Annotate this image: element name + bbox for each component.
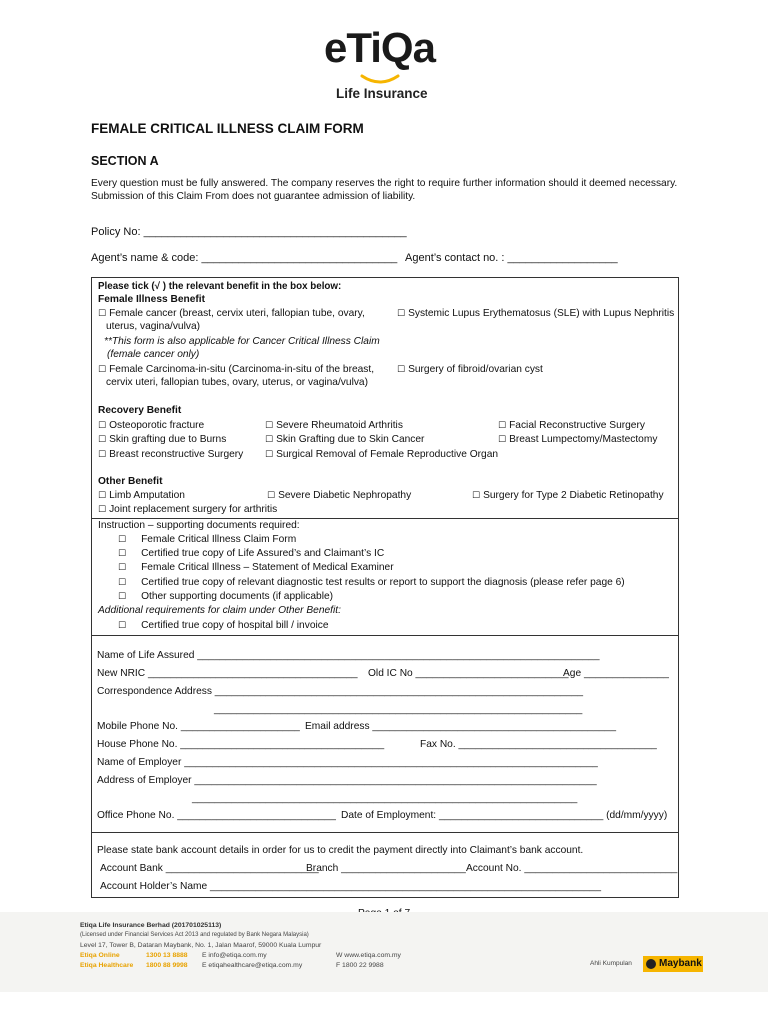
fax-field[interactable]: Fax No. ___________________________________ [420,739,657,750]
checkbox-icon[interactable]: ☐ [472,491,481,501]
checkbox-icon[interactable]: ☐ [98,309,107,319]
form-title: FEMALE CRITICAL ILLNESS CLAIM FORM [91,121,364,136]
email-field[interactable]: Email address ___________________________________________ [305,721,617,732]
section-title: SECTION A [91,154,159,168]
old-ic-field[interactable]: Old IC No ___________________________ [368,668,569,679]
account-no-field[interactable]: Account No. ___________________________ [466,863,678,874]
account-holder-field[interactable]: Account Holder’s Name _____________________________________________________________________ [100,881,601,892]
employer-field[interactable]: Name of Employer _________________________________________________________________________ [97,757,598,768]
checkbox-icon[interactable]: ☐ [265,450,274,460]
checkbox-skin-burns[interactable]: ☐ Skin grafting due to Burns [98,434,227,445]
office-phone-field[interactable]: Office Phone No. ____________________________ [97,810,336,821]
agent-contact-field[interactable]: Agent’s contact no. : __________________ [405,252,618,264]
checkbox-icon[interactable]: ☐ [265,421,274,431]
checkbox-icon[interactable]: ☐ [118,621,127,631]
checkbox-osteoporotic[interactable]: ☐ Osteoporotic fracture [98,420,205,431]
employer-address-field[interactable]: Address of Employer _______________________________________________________________________ [97,775,597,786]
footer-health-phone: 1800 88 9998 [146,962,188,969]
age-field[interactable]: Age _______________ [563,668,669,679]
house-phone-field[interactable]: House Phone No. ____________________________________ [97,739,385,750]
employer-address-line-2[interactable]: ____________________________________________________________________ [192,793,578,804]
checkbox-icon[interactable]: ☐ [498,435,507,445]
intro-line-2: Submission of this Claim From does not guarantee admission of liability. [91,191,416,202]
intro-line-1: Every question must be fully answered. The company reserves the right to require further information should it deemed necessary. [91,178,678,189]
doc-item-5[interactable]: ☐ Other supporting documents (if applicable) [118,591,334,602]
documents-heading: Instruction – supporting documents required: [98,520,300,531]
checkbox-icon[interactable]: ☐ [498,421,507,431]
checkbox-lumpectomy[interactable]: ☐ Breast Lumpectomy/Mastectomy [498,434,658,445]
female-cancer-line-2: uterus, vagina/vulva) [106,321,201,332]
benefit-instruction: Please tick (√ ) the relevant benefit in the box below: [98,281,342,292]
checkbox-icon[interactable]: ☐ [98,450,107,460]
checkbox-icon[interactable]: ☐ [265,435,274,445]
checkbox-icon[interactable]: ☐ [397,309,406,319]
checkbox-icon[interactable]: ☐ [118,563,127,573]
footer-online-label: Etiqa Online [80,952,120,959]
checkbox-sle[interactable]: ☐ Systemic Lupus Erythematosus (SLE) with Lupus Nephritis [397,308,675,319]
checkbox-icon[interactable]: ☐ [118,549,127,559]
doc-additional-item[interactable]: ☐ Certified true copy of hospital bill / invoice [118,620,329,631]
branch-field[interactable]: Branch ______________________ [306,863,466,874]
checkbox-icon[interactable]: ☐ [267,491,276,501]
address-field-line-2[interactable]: _________________________________________________________________ [214,704,583,715]
footer-address: Level 17, Tower B, Dataran Maybank, No. 1, Jalan Maarof, 59000 Kuala Lumpur [80,942,322,949]
checkbox-reproductive-organ[interactable]: ☐ Surgical Removal of Female Reproductive Organ [265,449,499,460]
logo-subtitle: Life Insurance [336,86,428,101]
footer-licensed: (Licensed under Financial Services Act 2013 and regulated by Bank Negara Malaysia) [80,932,309,938]
recovery-heading: Recovery Benefit [98,405,182,416]
female-note-2: (female cancer only) [107,349,200,360]
agent-name-field[interactable]: Agent’s name & code: ________________________________ [91,252,398,264]
footer-ahli: Ahli Kumpulan [590,960,632,967]
checkbox-joint[interactable]: ☐ Joint replacement surgery for arthritis [98,504,278,515]
doc-item-2[interactable]: ☐ Certified true copy of Life Assured’s and Claimant’s IC [118,548,385,559]
checkbox-fibroid[interactable]: ☐ Surgery of fibroid/ovarian cyst [397,364,543,375]
address-field[interactable]: Correspondence Address _________________________________________________________________ [97,686,584,697]
footer-online-phone: 1300 13 8888 [146,952,188,959]
checkbox-skin-cancer[interactable]: ☐ Skin Grafting due to Skin Cancer [265,434,425,445]
checkbox-facial[interactable]: ☐ Facial Reconstructive Surgery [498,420,645,431]
maybank-tiger-icon [646,959,656,969]
maybank-logo: Maybank [643,956,703,972]
checkbox-breast-reconstructive[interactable]: ☐ Breast reconstructive Surgery [98,449,244,460]
female-note-1: **This form is also applicable for Cancer Critical Illness Claim [104,336,380,347]
footer-online-email[interactable]: E info@etiqa.com.my [202,952,267,959]
carcinoma-line-2: cervix uteri, fallopian tubes, ovary, uterus, or vagina/vulva) [106,377,368,388]
checkbox-icon[interactable]: ☐ [98,435,107,445]
checkbox-female-cancer[interactable]: ☐ Female cancer (breast, cervix uteri, fallopian tube, ovary, [98,308,365,319]
logo-smile-icon [360,74,400,86]
other-heading: Other Benefit [98,476,163,487]
footer-web[interactable]: W www.etiqa.com.my [336,952,401,959]
name-field[interactable]: Name of Life Assured _______________________________________________________________________ [97,650,600,661]
checkbox-rheumatoid[interactable]: ☐ Severe Rheumatoid Arthritis [265,420,403,431]
logo-word: eTiQa [324,24,435,71]
checkbox-nephropathy[interactable]: ☐ Severe Diabetic Nephropathy [267,490,412,501]
doc-item-1[interactable]: ☐ Female Critical Illness Claim Form [118,534,297,545]
checkbox-icon[interactable]: ☐ [118,535,127,545]
doc-item-4[interactable]: ☐ Certified true copy of relevant diagnostic test results or report to support the diagnosis (please refer page 6) [118,577,625,588]
checkbox-icon[interactable]: ☐ [98,505,107,515]
etiqa-logo [318,22,448,104]
checkbox-carcinoma[interactable]: ☐ Female Carcinoma-in-situ (Carcinoma-in-situ of the breast, [98,364,375,375]
mobile-field[interactable]: Mobile Phone No. _____________________ [97,721,300,732]
nric-field[interactable]: New NRIC _____________________________________ [97,668,358,679]
checkbox-icon[interactable]: ☐ [98,421,107,431]
policy-no-field[interactable]: Policy No: ___________________________________________ [91,226,407,238]
checkbox-retinopathy[interactable]: ☐ Surgery for Type 2 Diabetic Retinopathy [472,490,664,501]
checkbox-icon[interactable]: ☐ [397,365,406,375]
footer-fax: F 1800 22 9988 [336,962,384,969]
bank-instruction: Please state bank account details in order for us to credit the payment directly into Claimant’s bank account. [97,845,584,856]
female-benefit-heading: Female Illness Benefit [98,294,206,305]
footer-company: Etiqa Life Insurance Berhad (201701025113) [80,922,222,929]
checkbox-icon[interactable]: ☐ [118,578,127,588]
checkbox-limb[interactable]: ☐ Limb Amputation [98,490,185,501]
footer-health-email[interactable]: E etiqahealthcare@etiqa.com.my [202,962,303,969]
checkbox-icon[interactable]: ☐ [118,592,127,602]
footer-health-label: Etiqa Healthcare [80,962,134,969]
checkbox-icon[interactable]: ☐ [98,491,107,501]
doc-item-3[interactable]: ☐ Female Critical Illness – Statement of Medical Examiner [118,562,394,573]
account-bank-field[interactable]: Account Bank ___________________________ [100,863,319,874]
checkbox-icon[interactable]: ☐ [98,365,107,375]
employment-date-field[interactable]: Date of Employment: _____________________________ (dd/mm/yyyy) [341,810,668,821]
additional-heading: Additional requirements for claim under Other Benefit: [98,605,341,616]
